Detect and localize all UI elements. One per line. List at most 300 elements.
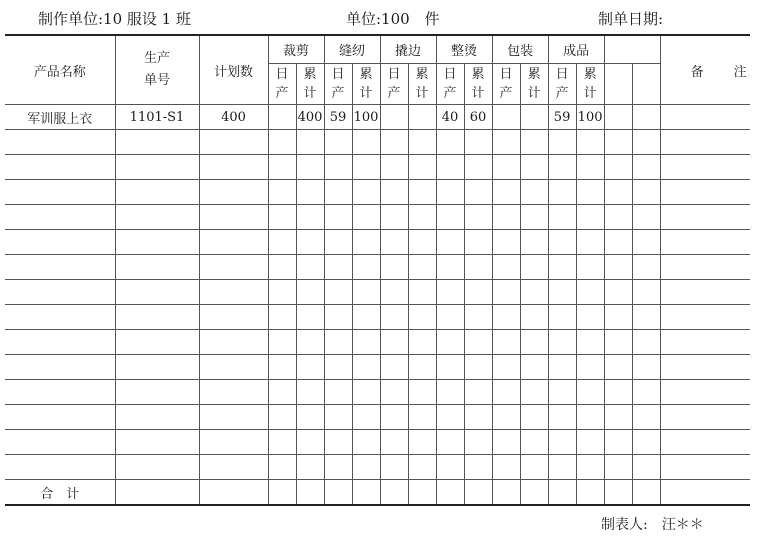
stage-value-cell [604,105,632,130]
empty-cell [5,255,115,280]
cumulative-header: 累 计 [296,64,324,105]
empty-cell [199,255,268,280]
total-cell [324,480,352,506]
empty-cell [352,405,380,430]
empty-cell [199,355,268,380]
empty-cell [436,155,464,180]
empty-cell [268,205,296,230]
empty-cell [576,305,604,330]
header-order-no: 生产 单号 [115,35,199,105]
empty-cell [408,130,436,155]
cumulative-header: 累 计 [408,64,436,105]
stage-header-blank [604,35,660,64]
empty-cell [632,130,660,155]
empty-cell [576,255,604,280]
stage-header: 撬边 [380,35,436,64]
empty-cell [660,180,750,205]
cumulative-header: 累 计 [576,64,604,105]
table-row [5,305,750,330]
empty-cell [115,180,199,205]
empty-cell [296,280,324,305]
empty-cell [492,205,520,230]
empty-cell [632,430,660,455]
stage-value-cell: 59 [548,105,576,130]
empty-cell [576,205,604,230]
empty-cell [352,155,380,180]
empty-cell [604,180,632,205]
stage-header: 裁剪 [268,35,324,64]
empty-cell [199,155,268,180]
empty-cell [520,155,548,180]
empty-cell [268,330,296,355]
empty-cell [604,155,632,180]
empty-cell [380,305,408,330]
empty-cell [268,455,296,480]
empty-cell [492,455,520,480]
header-planned: 计划数 [199,35,268,105]
stage-header: 包装 [492,35,548,64]
empty-cell [115,330,199,355]
empty-cell [632,455,660,480]
empty-cell [520,230,548,255]
header-notes: 备注 [660,35,750,105]
empty-cell [464,355,492,380]
total-cell [548,480,576,506]
empty-cell [576,155,604,180]
empty-cell [5,330,115,355]
empty-cell [660,155,750,180]
empty-cell [5,180,115,205]
stage-value-cell [380,105,408,130]
empty-cell [548,380,576,405]
empty-cell [548,130,576,155]
empty-cell [660,205,750,230]
empty-cell [604,455,632,480]
daily-output-header: 日 产 [380,64,408,105]
empty-cell [199,205,268,230]
empty-cell [632,330,660,355]
total-cell [660,480,750,506]
empty-cell [632,305,660,330]
empty-cell [660,430,750,455]
empty-cell [380,280,408,305]
empty-cell [5,380,115,405]
empty-cell [408,230,436,255]
empty-cell [492,280,520,305]
stage-value-cell [408,105,436,130]
empty-cell [268,405,296,430]
empty-cell [296,180,324,205]
total-cell [352,480,380,506]
empty-cell [520,255,548,280]
empty-cell [492,230,520,255]
empty-cell [632,230,660,255]
empty-cell [632,205,660,230]
empty-cell [576,180,604,205]
table-row [5,255,750,280]
empty-cell [548,180,576,205]
empty-cell [268,430,296,455]
empty-cell [324,130,352,155]
total-cell [632,480,660,506]
empty-cell [520,330,548,355]
empty-cell [324,380,352,405]
empty-cell [492,255,520,280]
empty-cell [296,305,324,330]
empty-cell [324,280,352,305]
empty-cell [115,355,199,380]
empty-cell [324,430,352,455]
empty-cell [5,305,115,330]
empty-cell [324,230,352,255]
table-row [5,355,750,380]
empty-cell [296,130,324,155]
empty-cell [632,355,660,380]
empty-cell [324,355,352,380]
empty-cell [604,255,632,280]
empty-cell [548,205,576,230]
empty-cell [5,405,115,430]
empty-cell [115,280,199,305]
table-row [5,130,750,155]
empty-cell [576,455,604,480]
empty-cell [268,355,296,380]
empty-cell [436,430,464,455]
empty-cell [576,280,604,305]
table-row [5,105,750,130]
empty-cell [464,255,492,280]
empty-cell [5,280,115,305]
empty-cell [268,230,296,255]
empty-cell [660,455,750,480]
total-cell [436,480,464,506]
empty-cell [548,405,576,430]
empty-cell [604,130,632,155]
empty-cell [5,230,115,255]
empty-cell [548,330,576,355]
empty-cell [436,355,464,380]
stage-value-cell: 400 [296,105,324,130]
empty-cell [576,355,604,380]
empty-cell [408,205,436,230]
empty-cell [115,430,199,455]
empty-cell [115,205,199,230]
empty-cell [548,280,576,305]
empty-cell [492,155,520,180]
empty-cell [5,205,115,230]
empty-cell [492,130,520,155]
empty-cell [408,280,436,305]
empty-cell [492,180,520,205]
table-row [5,280,750,305]
production-report-table [5,34,777,506]
empty-cell [492,405,520,430]
empty-cell [352,130,380,155]
empty-cell [380,380,408,405]
empty-cell [352,330,380,355]
empty-cell [436,130,464,155]
empty-cell [352,205,380,230]
empty-cell [296,330,324,355]
total-cell [408,480,436,506]
empty-cell [380,355,408,380]
empty-cell [380,455,408,480]
empty-cell [436,180,464,205]
empty-cell [115,455,199,480]
empty-cell [604,380,632,405]
table-row [5,455,750,480]
planned-cell: 400 [199,105,268,130]
empty-cell [380,205,408,230]
empty-cell [604,305,632,330]
empty-cell [408,405,436,430]
total-cell [576,480,604,506]
empty-cell [115,130,199,155]
empty-cell [520,430,548,455]
empty-cell [296,455,324,480]
empty-cell [632,180,660,205]
total-label: 合 计 [5,480,115,506]
report-header [0,6,754,32]
empty-cell [520,380,548,405]
empty-cell [632,155,660,180]
stage-value-cell [268,105,296,130]
empty-cell [380,130,408,155]
stage-header: 缝纫 [324,35,380,64]
empty-cell [436,230,464,255]
empty-cell [199,380,268,405]
stage-value-cell [492,105,520,130]
empty-cell [436,455,464,480]
total-cell [604,480,632,506]
empty-cell [548,355,576,380]
empty-cell [660,280,750,305]
empty-cell [324,255,352,280]
blank-subheader [604,64,632,105]
empty-cell [199,330,268,355]
empty-cell [520,455,548,480]
empty-cell [436,255,464,280]
empty-cell [324,305,352,330]
empty-cell [576,405,604,430]
empty-cell [115,255,199,280]
empty-cell [436,280,464,305]
empty-cell [199,455,268,480]
table-row [5,155,750,180]
empty-cell [380,230,408,255]
empty-cell [604,205,632,230]
empty-cell [296,155,324,180]
stage-value-cell: 60 [464,105,492,130]
empty-cell [548,155,576,180]
empty-cell [660,380,750,405]
empty-cell [115,230,199,255]
empty-cell [408,380,436,405]
empty-cell [492,380,520,405]
stage-value-cell: 59 [324,105,352,130]
empty-cell [199,180,268,205]
empty-cell [199,280,268,305]
empty-cell [492,305,520,330]
empty-cell [115,305,199,330]
empty-cell [115,405,199,430]
empty-cell [632,405,660,430]
empty-cell [5,355,115,380]
empty-cell [115,380,199,405]
empty-cell [464,455,492,480]
empty-cell [660,230,750,255]
total-cell [380,480,408,506]
empty-cell [576,230,604,255]
cumulative-header: 累 计 [464,64,492,105]
empty-cell [324,155,352,180]
empty-cell [464,380,492,405]
empty-cell [199,430,268,455]
empty-cell [296,230,324,255]
empty-cell [520,280,548,305]
empty-cell [380,330,408,355]
empty-cell [296,255,324,280]
empty-cell [464,130,492,155]
empty-cell [548,455,576,480]
empty-cell [408,355,436,380]
empty-cell [464,205,492,230]
empty-cell [464,305,492,330]
stage-header: 整烫 [436,35,492,64]
blank-subheader [632,64,660,105]
production-unit: 制作单位:10 服设 1 班 [38,10,191,28]
empty-cell [380,405,408,430]
empty-cell [520,130,548,155]
empty-cell [296,205,324,230]
empty-cell [576,430,604,455]
daily-output-header: 日 产 [324,64,352,105]
empty-cell [408,455,436,480]
empty-cell [408,180,436,205]
empty-cell [5,130,115,155]
empty-cell [199,305,268,330]
empty-cell [520,180,548,205]
empty-cell [380,255,408,280]
empty-cell [268,155,296,180]
stage-value-cell [520,105,548,130]
empty-cell [324,205,352,230]
empty-cell [324,455,352,480]
empty-cell [352,380,380,405]
empty-cell [660,305,750,330]
cumulative-header: 累 计 [520,64,548,105]
cumulative-header: 累 计 [352,64,380,105]
empty-cell [632,380,660,405]
order-no-cell: 1101-S1 [115,105,199,130]
empty-cell [5,430,115,455]
empty-cell [296,405,324,430]
stage-value-cell: 40 [436,105,464,130]
total-cell [296,480,324,506]
empty-cell [576,330,604,355]
empty-cell [408,155,436,180]
empty-cell [660,330,750,355]
empty-cell [464,330,492,355]
empty-cell [268,280,296,305]
empty-cell [436,330,464,355]
empty-cell [408,305,436,330]
empty-cell [268,255,296,280]
empty-cell [660,255,750,280]
empty-cell [352,255,380,280]
empty-cell [604,330,632,355]
empty-cell [115,155,199,180]
empty-cell [268,180,296,205]
empty-cell [324,330,352,355]
daily-output-header: 日 产 [436,64,464,105]
empty-cell [5,455,115,480]
empty-cell [352,355,380,380]
empty-cell [408,255,436,280]
empty-cell [352,305,380,330]
stage-value-cell [632,105,660,130]
empty-cell [296,355,324,380]
empty-cell [380,155,408,180]
header-product-name: 产品名称 [5,35,115,105]
table-row [5,405,750,430]
total-cell [492,480,520,506]
table-row [5,330,750,355]
stage-header: 成品 [548,35,604,64]
empty-cell [520,305,548,330]
empty-cell [199,230,268,255]
empty-cell [268,130,296,155]
notes-cell [660,105,750,130]
empty-cell [576,380,604,405]
empty-cell [352,455,380,480]
made-by: 制表人: 汪＊＊ [601,517,704,533]
total-cell [199,480,268,506]
empty-cell [520,355,548,380]
empty-cell [296,430,324,455]
empty-cell [548,430,576,455]
empty-cell [464,430,492,455]
empty-cell [520,205,548,230]
empty-cell [548,230,576,255]
total-row [5,480,750,506]
daily-output-header: 日 产 [268,64,296,105]
empty-cell [492,430,520,455]
table-row [5,180,750,205]
table-row [5,205,750,230]
empty-cell [324,405,352,430]
empty-cell [352,280,380,305]
empty-cell [380,180,408,205]
empty-cell [660,355,750,380]
total-cell [268,480,296,506]
empty-cell [296,380,324,405]
stage-value-cell: 100 [352,105,380,130]
empty-cell [464,230,492,255]
empty-cell [464,405,492,430]
empty-cell [408,430,436,455]
empty-cell [660,405,750,430]
empty-cell [352,180,380,205]
empty-cell [199,405,268,430]
empty-cell [604,230,632,255]
empty-cell [5,155,115,180]
empty-cell [324,180,352,205]
empty-cell [352,430,380,455]
empty-cell [604,430,632,455]
total-cell [464,480,492,506]
empty-cell [352,230,380,255]
